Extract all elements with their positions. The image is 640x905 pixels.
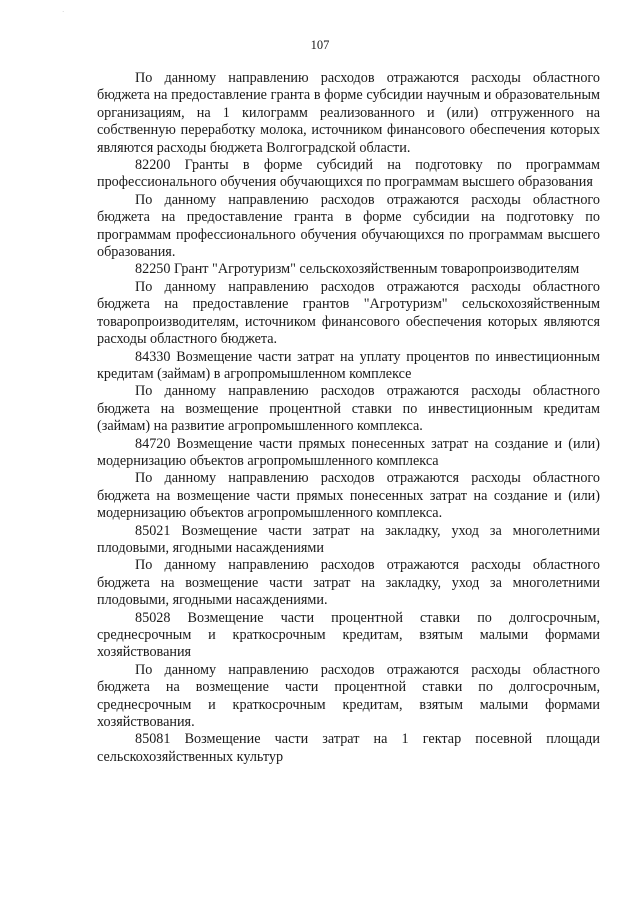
paragraph: 85021 Возмещение части затрат на закладку, уход за многолетними плодовыми, ягодными насаждениями: [97, 522, 600, 556]
page-number: 107: [310, 38, 330, 52]
paragraph: 85028 Возмещение части процентной ставки по долгосрочным, среднесрочным и краткосрочным кредитам, взятым малыми формами хозяйствования: [97, 609, 600, 661]
paragraph: 84330 Возмещение части затрат на уплату процентов по инвестиционным кредитам (займам) в агропромышленном комплексе: [97, 348, 600, 382]
paragraph: По данному направлению расходов отражаются расходы областного бюджета на возмещение части прямых понесенных затрат на создание и (или) модернизацию объектов агропромышленного комплекса.: [97, 470, 600, 522]
paragraph: По данному направлению расходов отражаются расходы областного бюджета на предоставление гранта в форме субсидии на подготовку по программам профессионального обучения обучающихся по программам высшего образования.: [97, 191, 600, 261]
paragraph: По данному направлению расходов отражаются расходы областного бюджета на предоставление грантов "Агротуризм" сельскохозяйственным товаропроизводителям, источником финансового обеспечения которых являются расходы областного бюджета.: [97, 278, 600, 348]
paragraph: По данному направлению расходов отражаются расходы областного бюджета на возмещение части затрат на закладку, уход за многолетними плодовыми, ягодными насаждениями.: [97, 557, 600, 609]
paragraph: 82250 Грант "Агротуризм" сельскохозяйственным товаропроизводителям: [135, 261, 580, 278]
paragraph: 85081 Возмещение части затрат на 1 гектар посевной площади сельскохозяйственных культур: [97, 731, 600, 765]
paragraph: По данному направлению расходов отражаются расходы областного бюджета на предоставление гранта в форме субсидии научным и образовательным организациям, на 1 килограмм реализованного и (или) отгруженного на собственную переработку молока, источником финансового обеспечения которых являются расходы бюджета Волгоградской области.: [97, 70, 600, 156]
document-body: [97, 70, 600, 766]
scan-mark: ·: [62, 8, 65, 16]
paragraph: 82200 Гранты в форме субсидий на подготовку по программам профессионального обучения обучающихся по программам высшего образования: [97, 157, 600, 191]
paragraph: По данному направлению расходов отражаются расходы областного бюджета на возмещение процентной ставки по инвестиционным кредитам (займам) на развитие агропромышленного комплекса.: [97, 383, 600, 435]
paragraph: По данному направлению расходов отражаются расходы областного бюджета на возмещение части процентной ставки по долгосрочным, среднесрочным и краткосрочным кредитам, взятым малыми формами хозяйствования.: [97, 661, 600, 731]
paragraph: 84720 Возмещение части прямых понесенных затрат на создание и (или) модернизацию объектов агропромышленного комплекса: [97, 435, 600, 469]
